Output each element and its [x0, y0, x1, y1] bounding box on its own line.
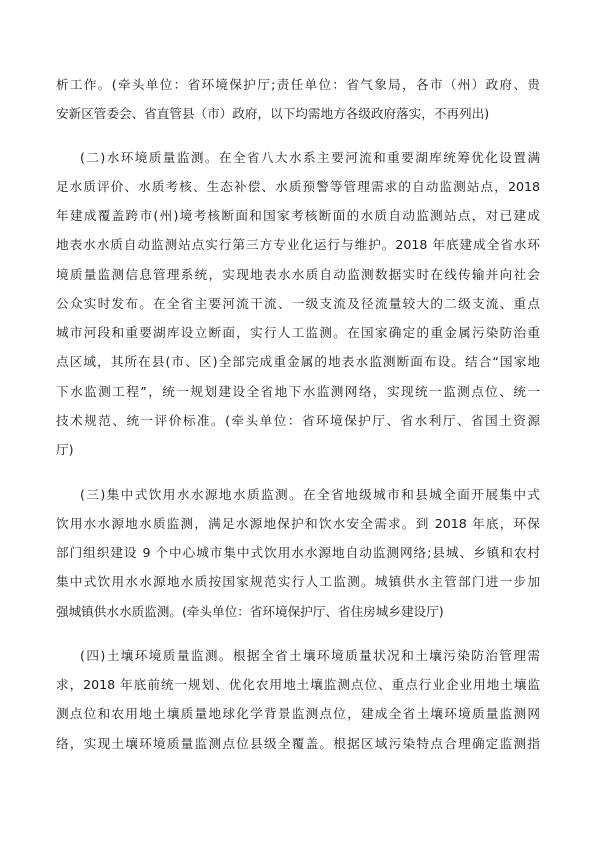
section-2-line-9: 下水监测工程”，统一规划建设全省地下水监测网络，实现统一监测点位、统一: [56, 384, 540, 399]
section-2-line-7: 城市河段和重要湖库设立断面，实行人工监测。在国家确定的重金属污染防治重: [56, 325, 540, 340]
section-2-line-11: 厅): [56, 442, 74, 457]
section-4-heading-line: (四)土壤环境质量监测。根据全省土壤环境质量状况和土壤污染防治管理需: [80, 648, 540, 663]
section-3-line-4: 集中式饮用水水源地水质按国家规范实行人工监测。城镇供水主管部门进一步加: [56, 574, 540, 589]
section-2-line-4: 地表水水质自动监测站点实行第三方专业化运行与维护。2018 年底建成全省水环: [56, 237, 540, 252]
section-2-line-5: 境质量监测信息管理系统，实现地表水水质自动监测数据实时在线传输并向社会: [56, 267, 540, 282]
section-3-line-5: 强城镇供水水质监测。(牵头单位：省环境保护厅、省住房城乡建设厅): [56, 604, 444, 619]
section-4-line-3: 测点位和农用地土壤质量地球化学背景监测点位，建成全省土壤环境质量监测网: [56, 706, 540, 721]
section-2-line-6: 公众实时发布。在全省主要河流干流、一级支流及径流量较大的二级支流、重点: [56, 296, 540, 311]
paragraph-1-line-1: 析工作。(牵头单位：省环境保护厅;责任单位：省气象局，各市（州）政府、贵: [56, 77, 540, 92]
section-2-heading-line: (二)水环境质量监测。在全省八大水系主要河流和重要湖库统筹优化设置满: [80, 150, 540, 165]
section-4-line-4: 络，实现土壤环境质量监测点位县级全覆盖。根据区域污染特点合理确定监测指: [56, 736, 540, 751]
paragraph-1-line-2: 安新区管委会、省直管县（市）政府，以下均需地方各级政府落实，不再列出): [56, 106, 490, 121]
section-4-line-2: 求，2018 年底前统一规划、优化农用地土壤监测点位、重点行业企业用地土壤监: [56, 677, 540, 692]
section-2-line-8: 点区域，其所在县(市、区)全部完成重金属的地表水监测断面布设。结合“国家地: [56, 354, 540, 369]
section-2-line-10: 技术规范、统一评价标准。(牵头单位：省环境保护厅、省水利厅、省国土资源: [56, 413, 540, 428]
section-2-line-3: 年建成覆盖跨市(州)境考核断面和国家考核断面的水质自动监测站点，对已建成: [56, 208, 540, 223]
section-3-heading-line: (三)集中式饮用水水源地水质监测。在全省地级城市和县城全面开展集中式: [80, 487, 540, 502]
section-3-line-3: 部门组织建设 9 个中心城市集中式饮用水水源地自动监测网络;县城、乡镇和农村: [56, 545, 540, 560]
section-2-line-2: 足水质评价、水质考核、生态补偿、水质预警等管理需求的自动监测站点，2018: [56, 179, 540, 194]
section-3-line-2: 饮用水水源地水质监测，满足水源地保护和饮水安全需求。到 2018 年底，环保: [56, 516, 540, 531]
